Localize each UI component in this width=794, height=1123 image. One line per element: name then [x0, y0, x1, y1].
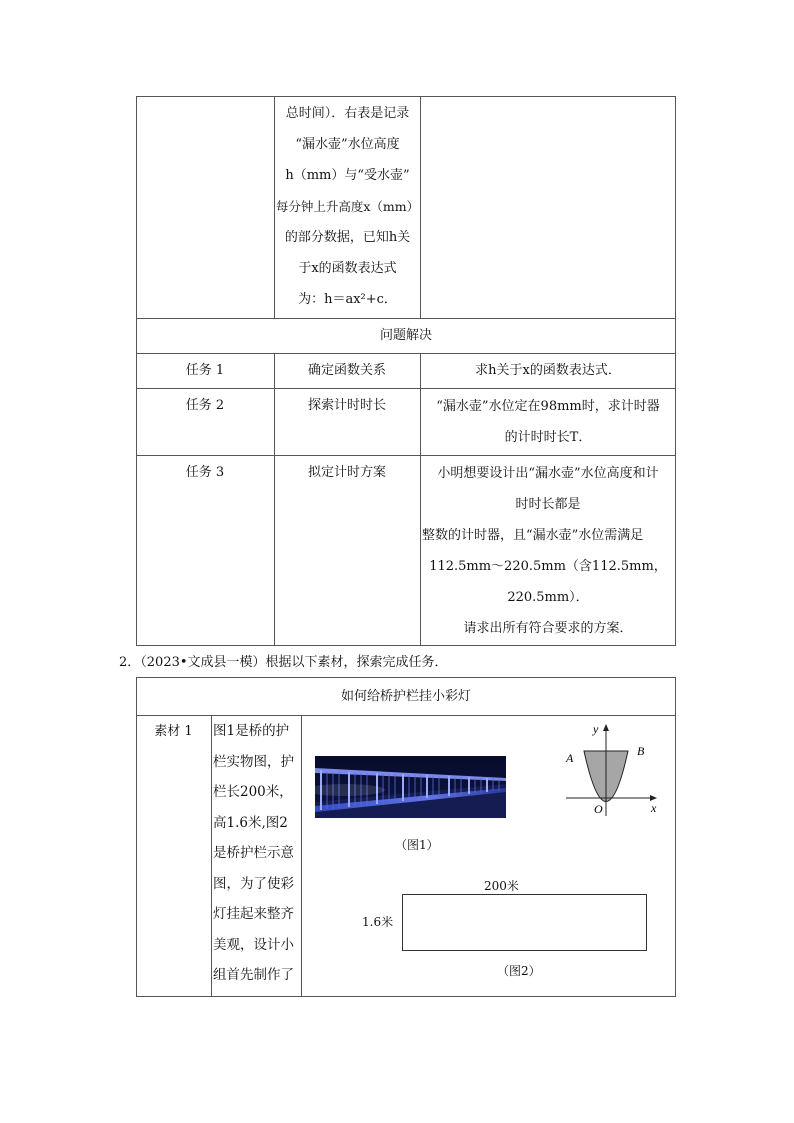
desc-line: 总时间）．右表是记录: [285, 106, 410, 121]
material-line: 高1.6米,图2: [213, 814, 288, 831]
point-a-label: A: [566, 751, 574, 765]
desc-line: 为：h＝ax²+c．: [298, 292, 397, 307]
material-line: 美观，设计小: [213, 936, 294, 953]
fig2-width-label: 200米: [484, 879, 519, 893]
fig1-caption: （图1）: [395, 838, 439, 852]
material-line: 栏长200米，: [213, 784, 293, 800]
content-line: 112.5mm～220.5mm（含112.5mm，: [429, 559, 667, 574]
section-header: 问题解决: [379, 328, 432, 343]
content-line: 的计时时长T．: [504, 430, 592, 445]
content-line: 小明想要设计出“漏水壶”水位高度和计: [437, 466, 659, 481]
task-content: [420, 458, 676, 644]
material-line: 灯挂起来整齐: [213, 906, 294, 922]
desc-line: 于x的函数表达式: [298, 261, 397, 276]
task-title: 确定函数关系: [307, 363, 386, 378]
content-line: 220.5mm）．: [507, 590, 589, 605]
material-line: 图，为了使彩: [213, 875, 294, 892]
desc-line: 的部分数据，已知h关: [284, 230, 411, 245]
description-cell: [274, 98, 421, 315]
material-line: 图1是桥的护: [213, 723, 290, 739]
task-label: 任务 1: [185, 363, 225, 378]
task-title: 探索计时时长: [307, 398, 386, 413]
origin-label: O: [594, 802, 603, 816]
parabola-graph: [560, 720, 670, 818]
desc-line: “漏水壶”水位高度: [295, 137, 400, 152]
x-axis-label: x: [651, 801, 657, 815]
railing-schematic-rect: [402, 894, 647, 951]
desc-line: 每分钟上升高度x（mm）: [275, 199, 420, 214]
material-label: 素材 1: [154, 724, 193, 739]
y-axis-label: y: [593, 722, 599, 736]
task-label: 任务 3: [185, 465, 225, 480]
table-title: 如何给桥护栏挂小彩灯: [340, 689, 471, 704]
material-line: 是桥护栏示意: [213, 845, 294, 861]
task-label: 任务 2: [185, 398, 225, 413]
fig2-caption: （图2）: [497, 964, 541, 978]
material-text: [213, 716, 301, 991]
desc-line: h（mm）与“受水壶”: [285, 168, 410, 183]
task-content: [420, 391, 676, 453]
bridge-railing-photo: [315, 756, 506, 818]
fig2-height-label: 1.6米: [362, 915, 394, 929]
material-line: 组首先制作了: [213, 967, 294, 983]
content-line: 时时长都是: [515, 497, 581, 512]
problem-2-intro: 2．（2023•文成县一模）根据以下素材，探索完成任务．: [119, 655, 448, 670]
content-line: “漏水壶”水位定在98mm时，求计时器: [436, 399, 660, 414]
task-content: 求h关于x的函数表达式．: [475, 363, 621, 378]
content-line: 请求出所有符合要求的方案．: [463, 621, 633, 636]
material-line: 栏实物图，护: [213, 753, 294, 770]
task-title: 拟定计时方案: [307, 465, 386, 480]
content-line: 整数的计时器，且“漏水壶”水位需满足: [422, 528, 644, 543]
point-b-label: B: [637, 744, 645, 758]
